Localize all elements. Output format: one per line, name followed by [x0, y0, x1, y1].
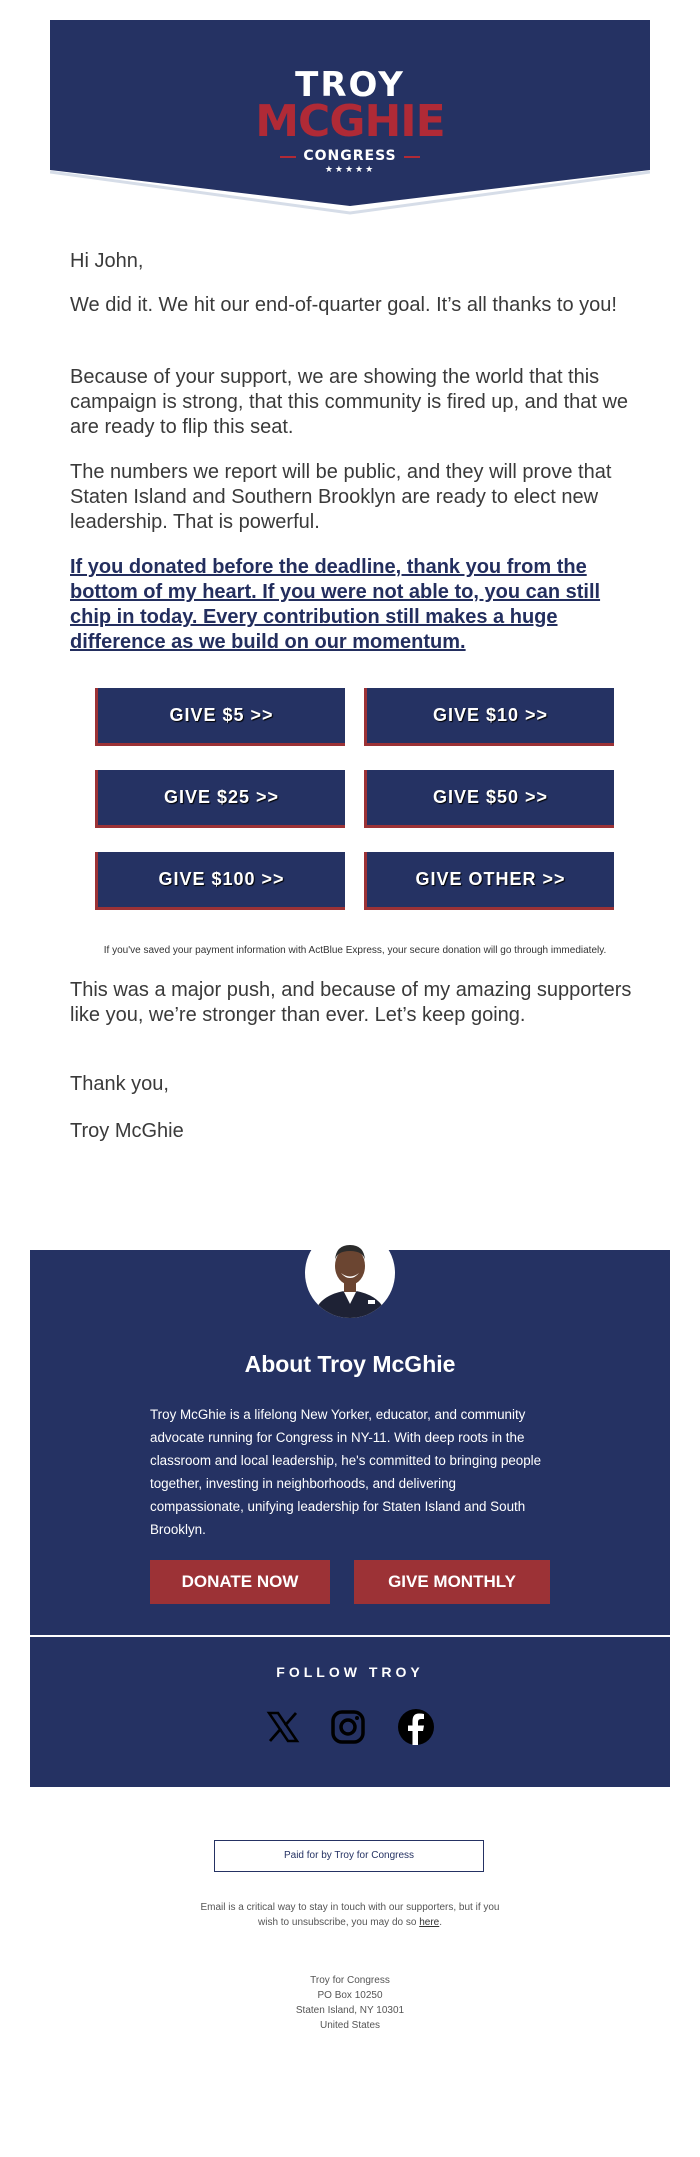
- address-line: Troy for Congress: [310, 1975, 390, 1986]
- unsubscribe-message: Email is a critical way to stay in touch with our supporters, but if you wish to unsubscribe, you may do so: [200, 1902, 500, 1928]
- signature: Troy McGhie: [70, 1120, 184, 1142]
- about-title: About Troy McGhie: [244, 1351, 456, 1377]
- about-text: Troy McGhie is a lifelong New Yorker, educator, and community advocate running for Congress in NY-11. With deep roots in the classroom and local leadership, he's committed to bringing people together, investing in neighborhoods, and delivering compassionate, unifying leadership for Staten Island and South Brooklyn.: [150, 1407, 542, 1537]
- greeting: Hi John,: [70, 250, 144, 272]
- address-line: Staten Island, NY 10301: [295, 2005, 405, 2016]
- give-other-button[interactable]: GIVE OTHER >>: [364, 852, 614, 910]
- donate-link-paragraph[interactable]: If you donated before the deadline, thank you from the bottom of my heart. If you were not able to, you can still chip in today. Every contribution still makes a huge difference as we build on our momentum.: [70, 556, 601, 653]
- logo-line-congress: CONGRESS: [303, 148, 397, 164]
- address-line: PO Box 10250: [317, 1990, 383, 2001]
- donate-now-button[interactable]: DONATE NOW: [150, 1560, 330, 1604]
- logo-line-mcghie: MCGHIE: [255, 96, 445, 147]
- paragraph-goal: We did it. We hit our end-of-quarter goal. It’s all thanks to you!: [70, 294, 617, 316]
- paragraph-support: Because of your support, we are showing the world that this campaign is strong, that this community is fired up, and that we are ready to flip this seat.: [70, 366, 629, 438]
- give-10-button[interactable]: GIVE $10 >>: [364, 688, 614, 746]
- avatar: [305, 1228, 395, 1318]
- closing: Thank you,: [70, 1073, 169, 1095]
- actblue-note: If you've saved your payment information with ActBlue Express, your secure donation will go through immediately.: [103, 945, 607, 956]
- paragraph-push: This was a major push, and because of my amazing supporters like you, we’re stronger than ever. Let’s keep going.: [70, 979, 632, 1026]
- unsubscribe-link[interactable]: here: [419, 1917, 440, 1928]
- header-banner: [50, 20, 650, 220]
- x-twitter-icon[interactable]: [263, 1707, 303, 1747]
- give-monthly-button[interactable]: GIVE MONTHLY: [354, 1560, 550, 1604]
- give-25-button[interactable]: GIVE $25 >>: [95, 770, 345, 828]
- unsubscribe-text: Email is a critical way to stay in touch with our supporters, but if you wish to unsubscribe, you may do so here.: [200, 1902, 500, 1928]
- address-block: [200, 1973, 500, 2033]
- give-100-button[interactable]: GIVE $100 >>: [95, 852, 345, 910]
- logo-line-troy: TROY: [295, 65, 405, 105]
- give-5-button[interactable]: GIVE $5 >>: [95, 688, 345, 746]
- address-line: United States: [319, 2020, 381, 2031]
- give-50-button[interactable]: GIVE $50 >>: [364, 770, 614, 828]
- facebook-icon[interactable]: [396, 1707, 436, 1747]
- instagram-icon[interactable]: [328, 1707, 368, 1747]
- paid-for-box: Paid for by Troy for Congress: [214, 1840, 484, 1872]
- paragraph-numbers: The numbers we report will be public, and they will prove that Staten Island and Southern Brooklyn are ready to elect new leadership. That is powerful.: [70, 461, 612, 533]
- follow-title: FOLLOW TROY: [276, 1664, 424, 1680]
- logo-stars: ★★★★★: [324, 164, 376, 174]
